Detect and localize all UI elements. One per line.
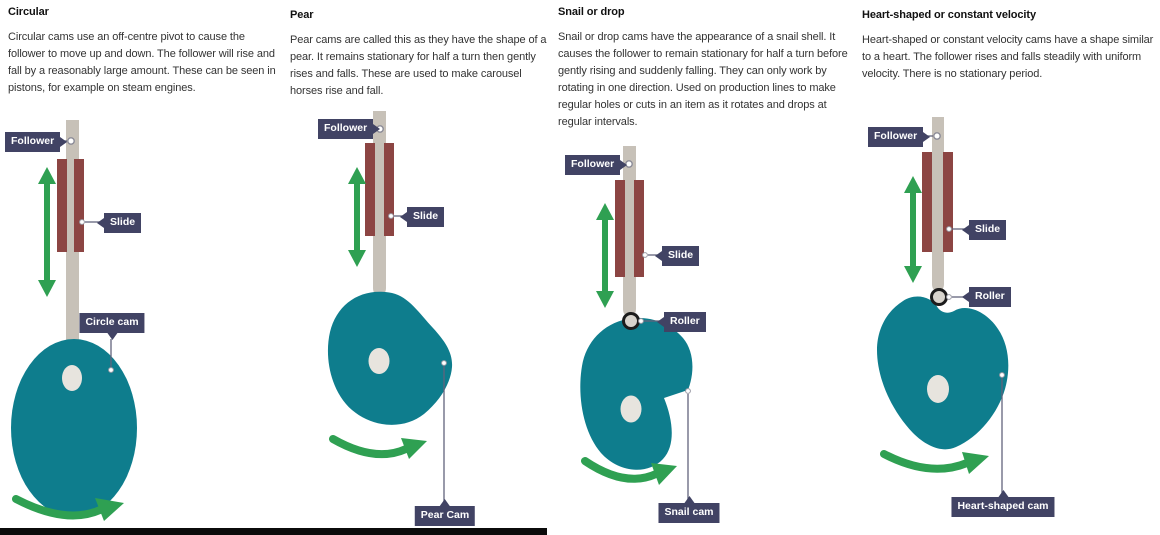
panel-title: Snail or drop bbox=[558, 6, 625, 18]
rotation-arrow bbox=[884, 454, 967, 469]
slide-anchor bbox=[80, 220, 85, 225]
pivot-hole bbox=[621, 396, 642, 423]
follower-rod bbox=[932, 117, 944, 291]
pear-cam-label: Pear Cam bbox=[415, 506, 475, 526]
bottom-divider-bar bbox=[0, 528, 547, 535]
rotation-arrow bbox=[333, 439, 406, 454]
follower-label: Follower bbox=[868, 127, 923, 147]
roller-anchor bbox=[639, 319, 644, 324]
up-down-arrow bbox=[348, 167, 366, 267]
roller-anchor bbox=[947, 295, 952, 300]
slide-bar-left bbox=[57, 159, 67, 252]
panel-description: Snail or drop cams have the appearance of a snail shell. It causes the follower to remain stationary for half a turn before gently rising and suddenly falling. They can only work by rotating in one direction. Used on production lines to make regular holes or cuts in an item as it rotates and drops at regular intervals. bbox=[558, 31, 848, 128]
circle-cam-label: Circle cam bbox=[79, 313, 144, 333]
slide-bar-right bbox=[384, 143, 394, 236]
slide-anchor bbox=[643, 253, 648, 258]
slide-label: Slide bbox=[104, 213, 141, 233]
cam-anchor bbox=[442, 361, 447, 366]
up-down-arrow bbox=[904, 176, 922, 283]
slide-bar-left bbox=[615, 180, 625, 277]
cam-anchor bbox=[1000, 373, 1005, 378]
slide-anchor bbox=[947, 227, 952, 232]
pivot-hole bbox=[369, 348, 390, 374]
roller-label: Roller bbox=[664, 312, 706, 332]
heart-cam-shape bbox=[877, 297, 1008, 450]
slide-bar-right bbox=[943, 152, 953, 252]
up-down-arrow bbox=[596, 203, 614, 308]
pivot-hole bbox=[62, 365, 82, 391]
slide-label: Slide bbox=[407, 207, 444, 227]
up-down-arrow bbox=[38, 167, 56, 297]
panel-title: Heart-shaped or constant velocity bbox=[862, 9, 1036, 21]
panel-description: Pear cams are called this as they have the shape of a pear. It remains stationary for half a turn then gently rises and falls. These are used to make carousel horses rise and fall. bbox=[290, 34, 547, 97]
follower-label: Follower bbox=[5, 132, 60, 152]
panel-snail bbox=[558, 6, 858, 131]
slide-bar-right bbox=[634, 180, 644, 277]
panel-description: Circular cams use an off-centre pivot to cause the follower to move up and down. The follower will rise and fall by a reasonably large amount. These can be seen in pistons, for example on steam engines. bbox=[8, 31, 276, 94]
cam-anchor bbox=[686, 389, 691, 394]
slide-bar-right bbox=[74, 159, 84, 252]
pivot-hole bbox=[927, 375, 949, 403]
slide-bar-left bbox=[922, 152, 932, 252]
roller-label: Roller bbox=[969, 287, 1011, 307]
slide-label: Slide bbox=[969, 220, 1006, 240]
slide-anchor bbox=[389, 214, 394, 219]
rotation-arrowhead bbox=[962, 452, 989, 474]
roller-wheel bbox=[932, 290, 947, 305]
panel-description: Heart-shaped or constant velocity cams have a shape similar to a heart. The follower rises and falls steadily with uniform velocity. There is no stationary period. bbox=[862, 34, 1154, 80]
pear-cam-diagram bbox=[328, 111, 452, 503]
panel-title: Pear bbox=[290, 9, 314, 21]
slide-bar-left bbox=[365, 143, 375, 236]
follower-label: Follower bbox=[565, 155, 620, 175]
snail-cam-shape bbox=[580, 318, 692, 470]
cam-anchor bbox=[109, 368, 114, 373]
roller-wheel bbox=[624, 314, 639, 329]
slide-label: Slide bbox=[662, 246, 699, 266]
follower-label: Follower bbox=[318, 119, 373, 139]
panel-heart bbox=[862, 9, 1160, 83]
pear-cam-shape bbox=[328, 292, 452, 425]
panel-title: Circular bbox=[8, 6, 49, 18]
heart-cam-label: Heart-shaped cam bbox=[951, 497, 1054, 517]
snail-cam-label: Snail cam bbox=[658, 503, 719, 523]
panel-pear bbox=[290, 9, 553, 100]
panel-circular bbox=[8, 6, 282, 97]
